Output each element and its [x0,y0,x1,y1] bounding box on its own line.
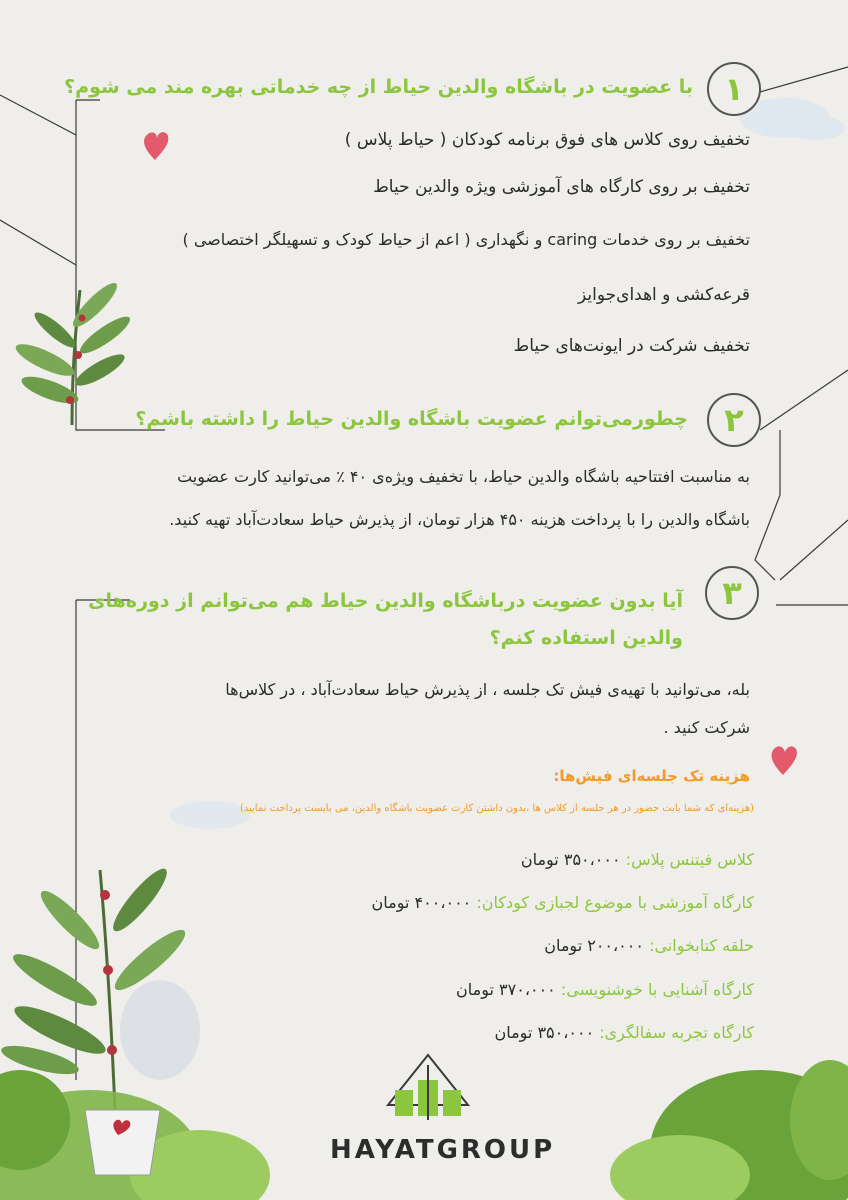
benefit-item: تخفیف شرکت در ایونت‌های حیاط [513,336,750,356]
price-label: کارگاه آشنایی با خوشنویسی: [560,980,754,999]
section-number-2: ۲ [707,393,761,447]
benefit-item: قرعه‌کشی و اهدای‌جوایز [578,285,750,305]
heart-icon [144,132,168,160]
benefit-item: تخفیف روی کلاس های فوق برنامه کودکان ( حیاط پلاس ) [344,130,750,150]
section-3-title-line: والدین استفاده کنم؟ [489,627,683,649]
fees-note: (هزینه‌ای که شما بابت حضور در هر جلسه از کلاس ها ،بدون داشتن کارت عضویت باشگاه والدین، می بایست پرداخت نمایید) [239,803,754,814]
section-number-3: ۳ [705,566,759,620]
section-1-title: با عضویت در باشگاه والدین حیاط از چه خدماتی بهره مند می شوم؟ [64,76,693,98]
section-2-title: چطورمی‌توانم عضویت باشگاه والدین حیاط را داشته باشم؟ [135,408,688,430]
benefit-item: تخفیف بر روی کارگاه های آموزشی ویژه والدین حیاط [373,177,750,197]
price-item [521,850,754,869]
benefit-item: تخفیف بر روی خدمات caring و نگهداری ( اعم از حیاط کودک و تسهیلگر اختصاصی ) [182,230,750,249]
price-item [456,980,754,999]
section-2-paragraph-line: باشگاه والدین را با پرداخت هزینه ۴۵۰ هزار تومان، از پذیرش حیاط سعادت‌آباد تهیه کنید. [169,510,750,529]
section-number-1: ۱ [707,62,761,116]
bush-right [610,1060,848,1200]
plant-illustration-top [12,278,134,425]
price-value: ۳۵۰،۰۰۰ تومان [520,850,621,869]
section-3-answer-line: بله، می‌توانید با تهیه‌ی فیش تک جلسه ، از پذیرش حیاط سعادت‌آباد ، در کلاس‌ها [225,680,750,699]
price-item [494,1023,754,1042]
price-label: کارگاه آموزشی با موضوع لجبازی کودکان: [476,893,754,912]
price-value: ۳۷۰،۰۰۰ تومان [456,980,556,999]
price-value: ۲۰۰،۰۰۰ تومان [544,936,644,955]
teacup-illustration [85,1110,160,1175]
price-label: کلاس فیتنس پلاس: [625,850,754,869]
price-value: ۳۵۰،۰۰۰ تومان [494,1023,595,1042]
section-2-paragraph-line: به مناسبت افتتاحیه باشگاه والدین حیاط، با تخفیف ویژه‌ی ۴۰ ٪ می‌توانید کارت عضویت [177,467,750,486]
section-3-answer-line: شرکت کنید . [663,718,750,737]
heart-icon-2 [772,746,797,775]
fees-title: هزینه تک جلسه‌ای فیش‌ها: [553,767,750,785]
price-label: کارگاه تجربه سفالگری: [599,1023,754,1042]
price-label: حلقه کتابخوانی: [649,936,754,955]
hayat-logo-icon [388,1055,468,1120]
section-3-title-line: آیا بدون عضویت درباشگاه والدین حیاط هم می‌توانم از دوره‌های [88,590,683,612]
price-item [372,893,754,912]
hayat-logo-text: HAYATGROUP [330,1135,556,1165]
price-item [544,936,754,955]
price-value: ۴۰۰،۰۰۰ تومان [371,893,472,912]
